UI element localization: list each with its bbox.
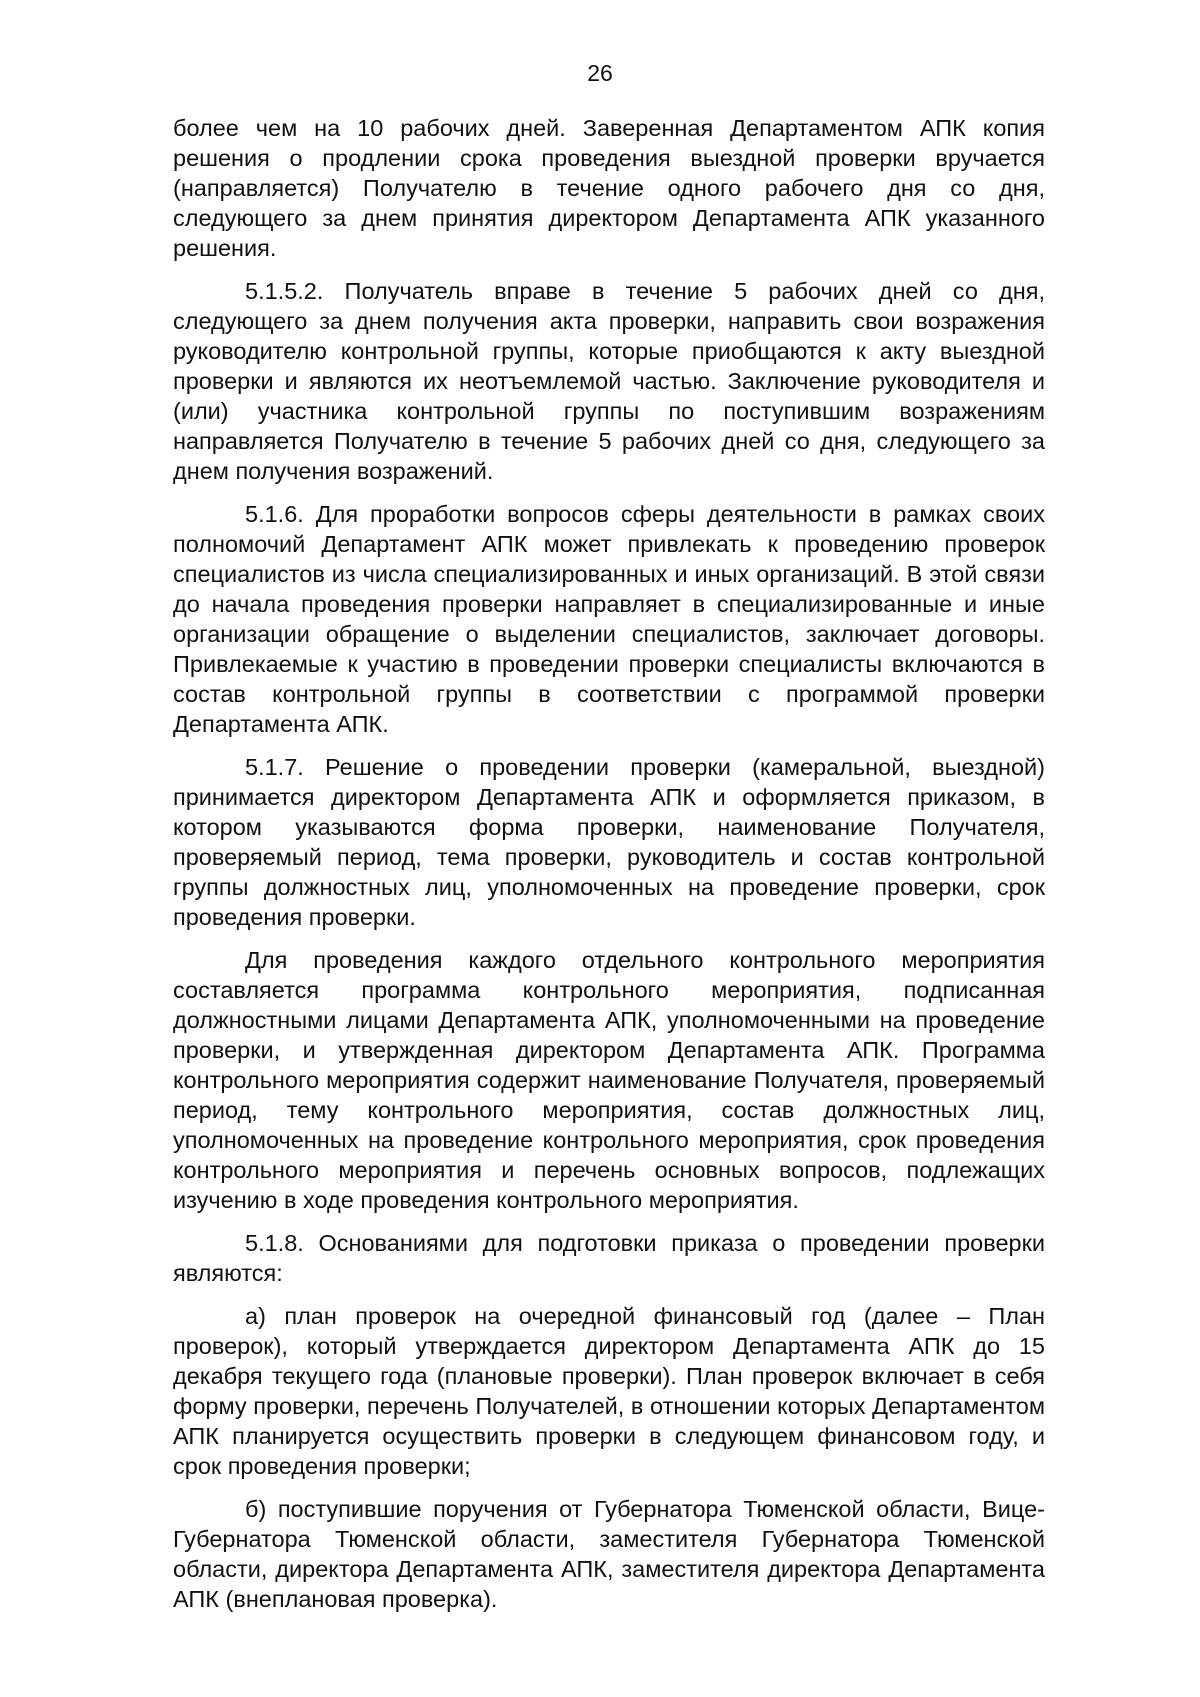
paragraph-5-1-7: 5.1.7. Решение о проведении проверки (камеральной, выездной) принимается директором Департамента АПК и оформляется приказом, в котором указываются форма проверки, наименование Получателя, проверяемый период, тема проверки, руководитель и состав контрольной группы должностных лиц, уполномоченных на проведение проверки, срок проведения проверки. [173, 754, 1045, 930]
paragraph-5-1-5-2: 5.1.5.2. Получатель вправе в течение 5 рабочих дней со дня, следующего за днем получения акта проверки, направить свои возражения руководителю контрольной группы, которые приобщаются к акту выездной проверки и являются их неотъемлемой частью. Заключение руководителя и (или) участника контрольной группы по поступившим возражениям направляется Получателю в течение 5 рабочих дней со дня, следующего за днем получения возражений. [173, 278, 1045, 484]
paragraph-program: Для проведения каждого отдельного контрольного мероприятия составляется программа контрольного мероприятия, подписанная должностными лицами Департамента АПК, уполномоченными на проведение проверки, и утвержденная директором Департамента АПК. Программа контрольного мероприятия содержит наименование Получателя, проверяемый период, тему контрольного мероприятия, состав должностных лиц, уполномоченных на проведение контрольного мероприятия, срок проведения контрольного мероприятия и перечень основных вопросов, подлежащих изучению в ходе проведения контрольного мероприятия. [173, 947, 1045, 1213]
page-number: 26 [587, 60, 613, 86]
paragraph-continuation: более чем на 10 рабочих дней. Заверенная Департаментом АПК копия решения о продлении срока проведения выездной проверки вручается (направляется) Получателю в течение одного рабочего дня со дня, следующего за днем принятия директором Департамента АПК указанного решения. [173, 115, 1045, 261]
paragraph-item-b: б) поступившие поручения от Губернатора Тюменской области, Вице-Губернатора Тюменской области, заместителя Губернатора Тюменской области, директора Департамента АПК, заместителя директора Департамента АПК (внеплановая проверка). [173, 1496, 1045, 1612]
paragraph-5-1-8: 5.1.8. Основаниями для подготовки приказа о проведении проверки являются: [173, 1230, 1045, 1286]
paragraph-5-1-6: 5.1.6. Для проработки вопросов сферы деятельности в рамках своих полномочий Департамент АПК может привлекать к проведению проверок специалистов из числа специализированных и иных организаций. В этой связи до начала проведения проверки направляет в специализированные и иные организации обращение о выделении специалистов, заключает договоры. Привлекаемые к участию в проведении проверки специалисты включаются в состав контрольной группы в соответствии с программой проверки Департамента АПК. [173, 501, 1045, 737]
paragraph-item-a: а) план проверок на очередной финансовый год (далее – План проверок), который утверждается директором Департамента АПК до 15 декабря текущего года (плановые проверки). План проверок включает в себя форму проверки, перечень Получателей, в отношении которых Департаментом АПК планируется осуществить проверки в следующем финансовом году, и срок проведения проверки; [173, 1303, 1045, 1479]
document-body [173, 113, 1045, 1627]
